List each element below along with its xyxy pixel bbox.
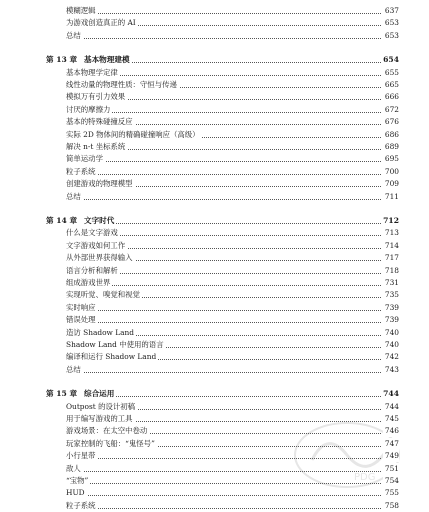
dot-leader xyxy=(66,508,381,509)
dot-leader xyxy=(66,310,381,311)
page-number: 695 xyxy=(384,154,399,164)
page-number: 700 xyxy=(384,166,399,176)
dot-leader xyxy=(66,38,381,39)
chapter-number: 第 15 章 xyxy=(46,389,78,399)
entry-title: 总结 xyxy=(66,364,81,374)
entry-title: 解决 n-t 坐标系统 xyxy=(66,142,126,151)
toc-chapter-row xyxy=(0,388,429,400)
page-number: 747 xyxy=(384,438,399,448)
chapter-number: 第 14 章 xyxy=(46,216,78,225)
dot-leader xyxy=(66,285,381,286)
toc-entry-row xyxy=(0,17,429,29)
page-number: 672 xyxy=(384,104,399,114)
entry-title: 总结 xyxy=(66,191,81,201)
page-number: 755 xyxy=(384,488,399,498)
chapter-title: 基本物理建模 xyxy=(84,55,130,65)
page-number: 746 xyxy=(384,426,399,436)
entry-title: 讨厌的摩擦力 xyxy=(66,104,111,114)
page-number: 676 xyxy=(384,117,399,127)
entry-title: Outpost 的设计初稿 xyxy=(66,401,136,411)
page-number: 689 xyxy=(384,142,399,151)
toc-entry-row xyxy=(0,438,429,450)
toc-chapter-row xyxy=(0,215,429,227)
page-number: 717 xyxy=(384,253,399,263)
toc-entry-row xyxy=(0,5,429,17)
toc-entry-row xyxy=(0,153,429,165)
toc-entry-row xyxy=(0,91,429,103)
toc-entry-row xyxy=(0,487,429,499)
page-number: 749 xyxy=(384,451,399,461)
entry-title: Shadow Land 中使用的语言 xyxy=(66,340,164,349)
page-number: 740 xyxy=(384,340,399,349)
toc-entry-row xyxy=(0,425,429,437)
toc-entry-row xyxy=(0,252,429,264)
entry-title: 实时响应 xyxy=(66,302,96,312)
page-number: 686 xyxy=(384,129,399,139)
toc-entry-row xyxy=(0,277,429,289)
entry-title: 基本物理学定律 xyxy=(66,67,118,77)
toc-entry-row xyxy=(0,166,429,178)
page-number: 713 xyxy=(384,228,399,238)
entry-title: 文字游戏如何工作 xyxy=(66,240,126,250)
entry-title: 编译和运行 Shadow Land xyxy=(66,352,157,362)
toc-entry-row xyxy=(0,191,429,203)
toc-entry-row xyxy=(0,351,429,363)
toc-entry-row xyxy=(0,463,429,475)
toc-entry-row xyxy=(0,450,429,462)
entry-title: 错误处理 xyxy=(66,315,96,325)
dot-leader xyxy=(66,199,381,200)
toc-entry-row xyxy=(0,289,429,301)
entry-title: 粒子系统 xyxy=(66,166,96,176)
page-number: 637 xyxy=(384,6,399,15)
entry-title: 简单运动学 xyxy=(66,154,103,164)
toc-entry-row xyxy=(0,141,429,153)
toc-entry-row xyxy=(0,401,429,413)
entry-title: 线性动量的物理性质：守恒与传递 xyxy=(66,80,177,89)
toc-entry-row xyxy=(0,475,429,487)
page-number: 653 xyxy=(384,18,399,28)
chapter-title: 综合运用 xyxy=(84,389,115,399)
watermark-text: PDG xyxy=(354,472,376,483)
dot-leader xyxy=(66,112,381,113)
toc-entry-row xyxy=(0,67,429,79)
toc-entry-row xyxy=(0,500,429,512)
chapter-number: 第 13 章 xyxy=(46,55,78,65)
entry-title: 语言分析和解析 xyxy=(66,265,118,275)
toc-entry-row xyxy=(0,314,429,326)
entry-title: 游戏场景：在太空中卷动 xyxy=(66,426,148,436)
page-number: 712 xyxy=(383,216,399,225)
toc-entry-row xyxy=(0,302,429,314)
chapter-title: 文字时代 xyxy=(84,216,115,225)
entry-title: 玩家控制的飞船：“鬼怪号” xyxy=(66,438,155,448)
toc-entry-row xyxy=(0,30,429,42)
page-number: 654 xyxy=(383,55,399,65)
entry-title: 创建游戏的物理模型 xyxy=(66,179,133,189)
toc-entry-row xyxy=(0,364,429,376)
page-number: 751 xyxy=(384,463,399,473)
dot-leader xyxy=(66,161,381,162)
entry-title: HUD xyxy=(66,488,85,498)
toc-entry-row xyxy=(0,265,429,277)
toc-entry-row xyxy=(0,327,429,339)
entry-title: 用于编写游戏的工具 xyxy=(66,414,133,423)
entry-title: 总结 xyxy=(66,30,81,40)
page-number: 745 xyxy=(384,414,399,423)
dot-leader xyxy=(66,483,381,484)
entry-title: 造访 Shadow Land xyxy=(66,327,135,337)
entry-title: “宝物” xyxy=(66,476,89,485)
dot-leader xyxy=(66,495,381,496)
page-number: 709 xyxy=(384,179,399,189)
page-number: 742 xyxy=(384,352,399,362)
entry-title: 基本的特殊碰撞反应 xyxy=(66,117,133,127)
toc-entry-row xyxy=(0,339,429,351)
dot-leader xyxy=(66,13,381,14)
page-number: 744 xyxy=(383,389,399,399)
entry-title: 从外部世界获得输入 xyxy=(66,253,133,263)
entry-title: 什么是文字游戏 xyxy=(66,228,118,238)
dot-leader xyxy=(66,174,381,175)
page-number: 739 xyxy=(384,315,399,325)
toc-entry-row xyxy=(0,240,429,252)
page-number: 665 xyxy=(384,80,399,89)
dot-leader xyxy=(66,471,381,472)
dot-leader xyxy=(84,396,381,397)
entry-title: 粒子系统 xyxy=(66,500,96,510)
page-number: 739 xyxy=(384,302,399,312)
dot-leader xyxy=(84,223,381,224)
page-number: 655 xyxy=(384,67,399,77)
page-number: 714 xyxy=(384,240,399,250)
page-number: 731 xyxy=(384,278,399,287)
page-number: 735 xyxy=(384,290,399,300)
dot-leader xyxy=(66,372,381,373)
toc-entry-row xyxy=(0,178,429,190)
toc-entry-row xyxy=(0,116,429,128)
toc-entry-row xyxy=(0,104,429,116)
entry-title: 组成游戏世界 xyxy=(66,278,111,287)
page-number: 744 xyxy=(384,401,399,411)
entry-title: 小行星带 xyxy=(66,451,96,461)
entry-title: 敌人 xyxy=(66,463,81,473)
page-number: 743 xyxy=(384,364,399,374)
toc-entry-row xyxy=(0,129,429,141)
toc-chapter-row xyxy=(0,54,429,66)
page-number: 758 xyxy=(384,500,399,510)
toc-entry-row xyxy=(0,413,429,425)
page-number: 754 xyxy=(384,476,399,485)
toc-entry-row xyxy=(0,79,429,91)
page-number: 653 xyxy=(384,30,399,40)
entry-title: 实际 2D 物体间的精确碰撞响应（高级） xyxy=(66,129,200,139)
page-number: 718 xyxy=(384,265,399,275)
page-number: 711 xyxy=(384,191,399,201)
dot-leader xyxy=(66,322,381,323)
entry-title: 模拟万有引力效果 xyxy=(66,92,126,102)
page-number: 666 xyxy=(384,92,399,102)
page-number: 740 xyxy=(384,327,399,337)
dot-leader xyxy=(66,458,381,459)
entry-title: 模糊逻辑 xyxy=(66,6,96,15)
entry-title: 实现听觉、嗅觉和视觉 xyxy=(66,290,140,300)
toc-entry-row xyxy=(0,227,429,239)
entry-title: 为游戏创造真正的 AI xyxy=(66,18,136,28)
